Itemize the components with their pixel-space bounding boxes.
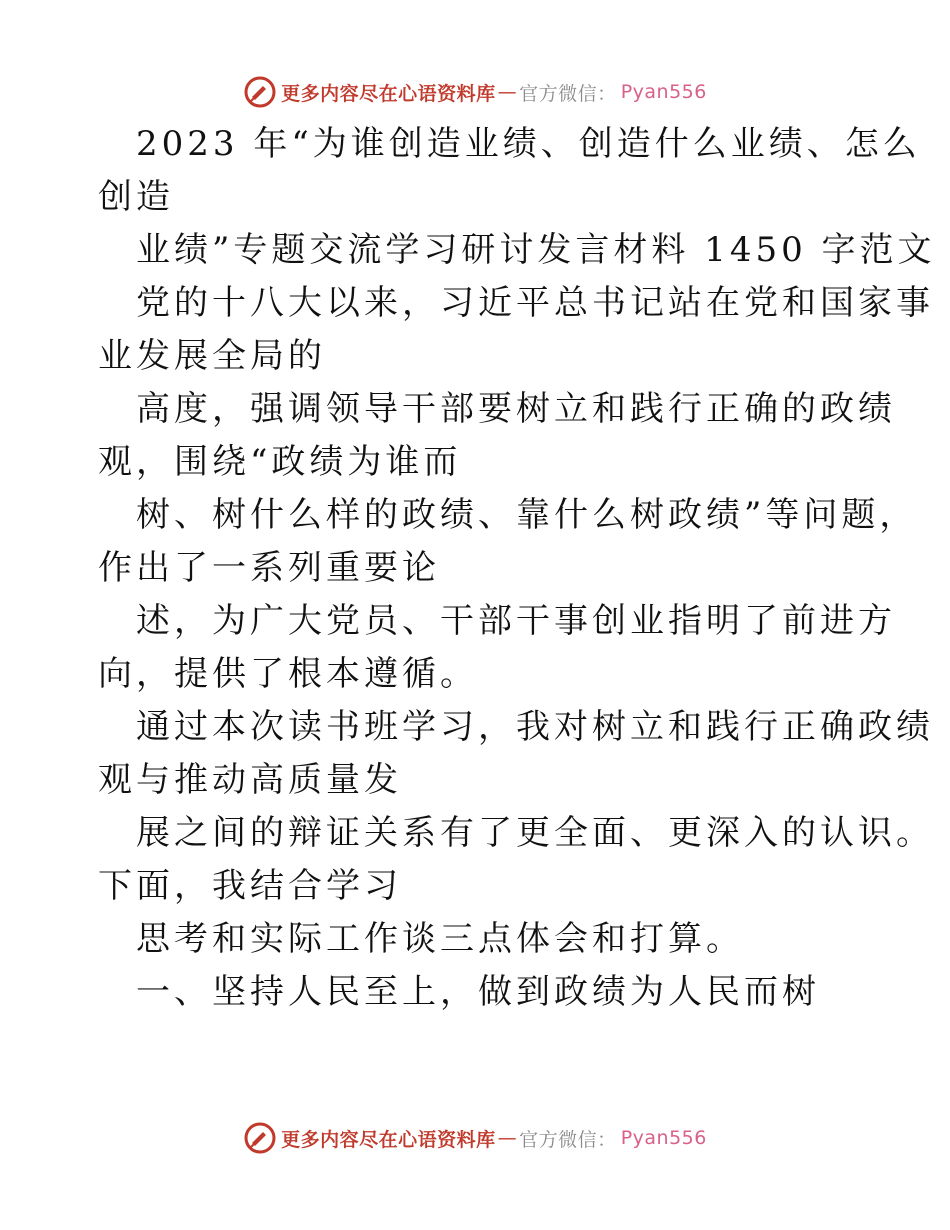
text-line-1: 2023 年“为谁创造业绩、创造什么业绩、怎么	[136, 124, 921, 164]
text-line-17: 一、坚持人民至上，做到政绩为人民而树	[136, 972, 820, 1012]
text-line-3: 业绩”专题交流学习研讨发言材料 1450 字范文	[136, 230, 936, 270]
text-line-13: 观与推动高质量发	[98, 760, 402, 800]
book-pen-logo-icon	[243, 1121, 277, 1155]
text-line-16: 思考和实际工作谈三点体会和打算。	[136, 919, 744, 959]
text-line-5: 业发展全局的	[98, 336, 326, 376]
text-line-8: 树、树什么样的政绩、靠什么树政绩”等问题，	[136, 495, 918, 535]
text-line-6: 高度，强调领导干部要树立和践行正确的政绩	[136, 389, 896, 429]
watermark-label: 官方微信：	[519, 1128, 617, 1151]
text-line-15: 下面，我结合学习	[98, 866, 402, 906]
book-pen-logo-icon	[243, 75, 277, 109]
text-line-4: 党的十八大以来，习近平总书记站在党和国家事	[136, 283, 934, 323]
watermark-separator: —	[497, 1127, 518, 1149]
text-line-7: 观，围绕“政绩为谁而	[98, 442, 462, 482]
text-line-2: 创造	[98, 177, 174, 217]
watermark-label: 官方微信：	[519, 82, 617, 105]
text-line-10: 述，为广大党员、干部干事创业指明了前进方	[136, 601, 896, 641]
text-line-11: 向，提供了根本遵循。	[98, 654, 478, 694]
text-line-9: 作出了一系列重要论	[98, 548, 440, 588]
watermark-title: 更多内容尽在心语资料库	[281, 1128, 496, 1151]
watermark-account: Pyan556	[620, 1127, 707, 1149]
watermark-title: 更多内容尽在心语资料库	[281, 82, 496, 105]
watermark-separator: —	[497, 81, 518, 103]
text-line-14: 展之间的辩证关系有了更全面、更深入的认识。	[136, 813, 934, 853]
text-line-12: 通过本次读书班学习，我对树立和践行正确政绩	[136, 707, 934, 747]
footer-watermark	[0, 1118, 950, 1158]
watermark-account: Pyan556	[620, 81, 707, 103]
header-watermark	[0, 72, 950, 112]
document-body	[98, 118, 936, 1019]
